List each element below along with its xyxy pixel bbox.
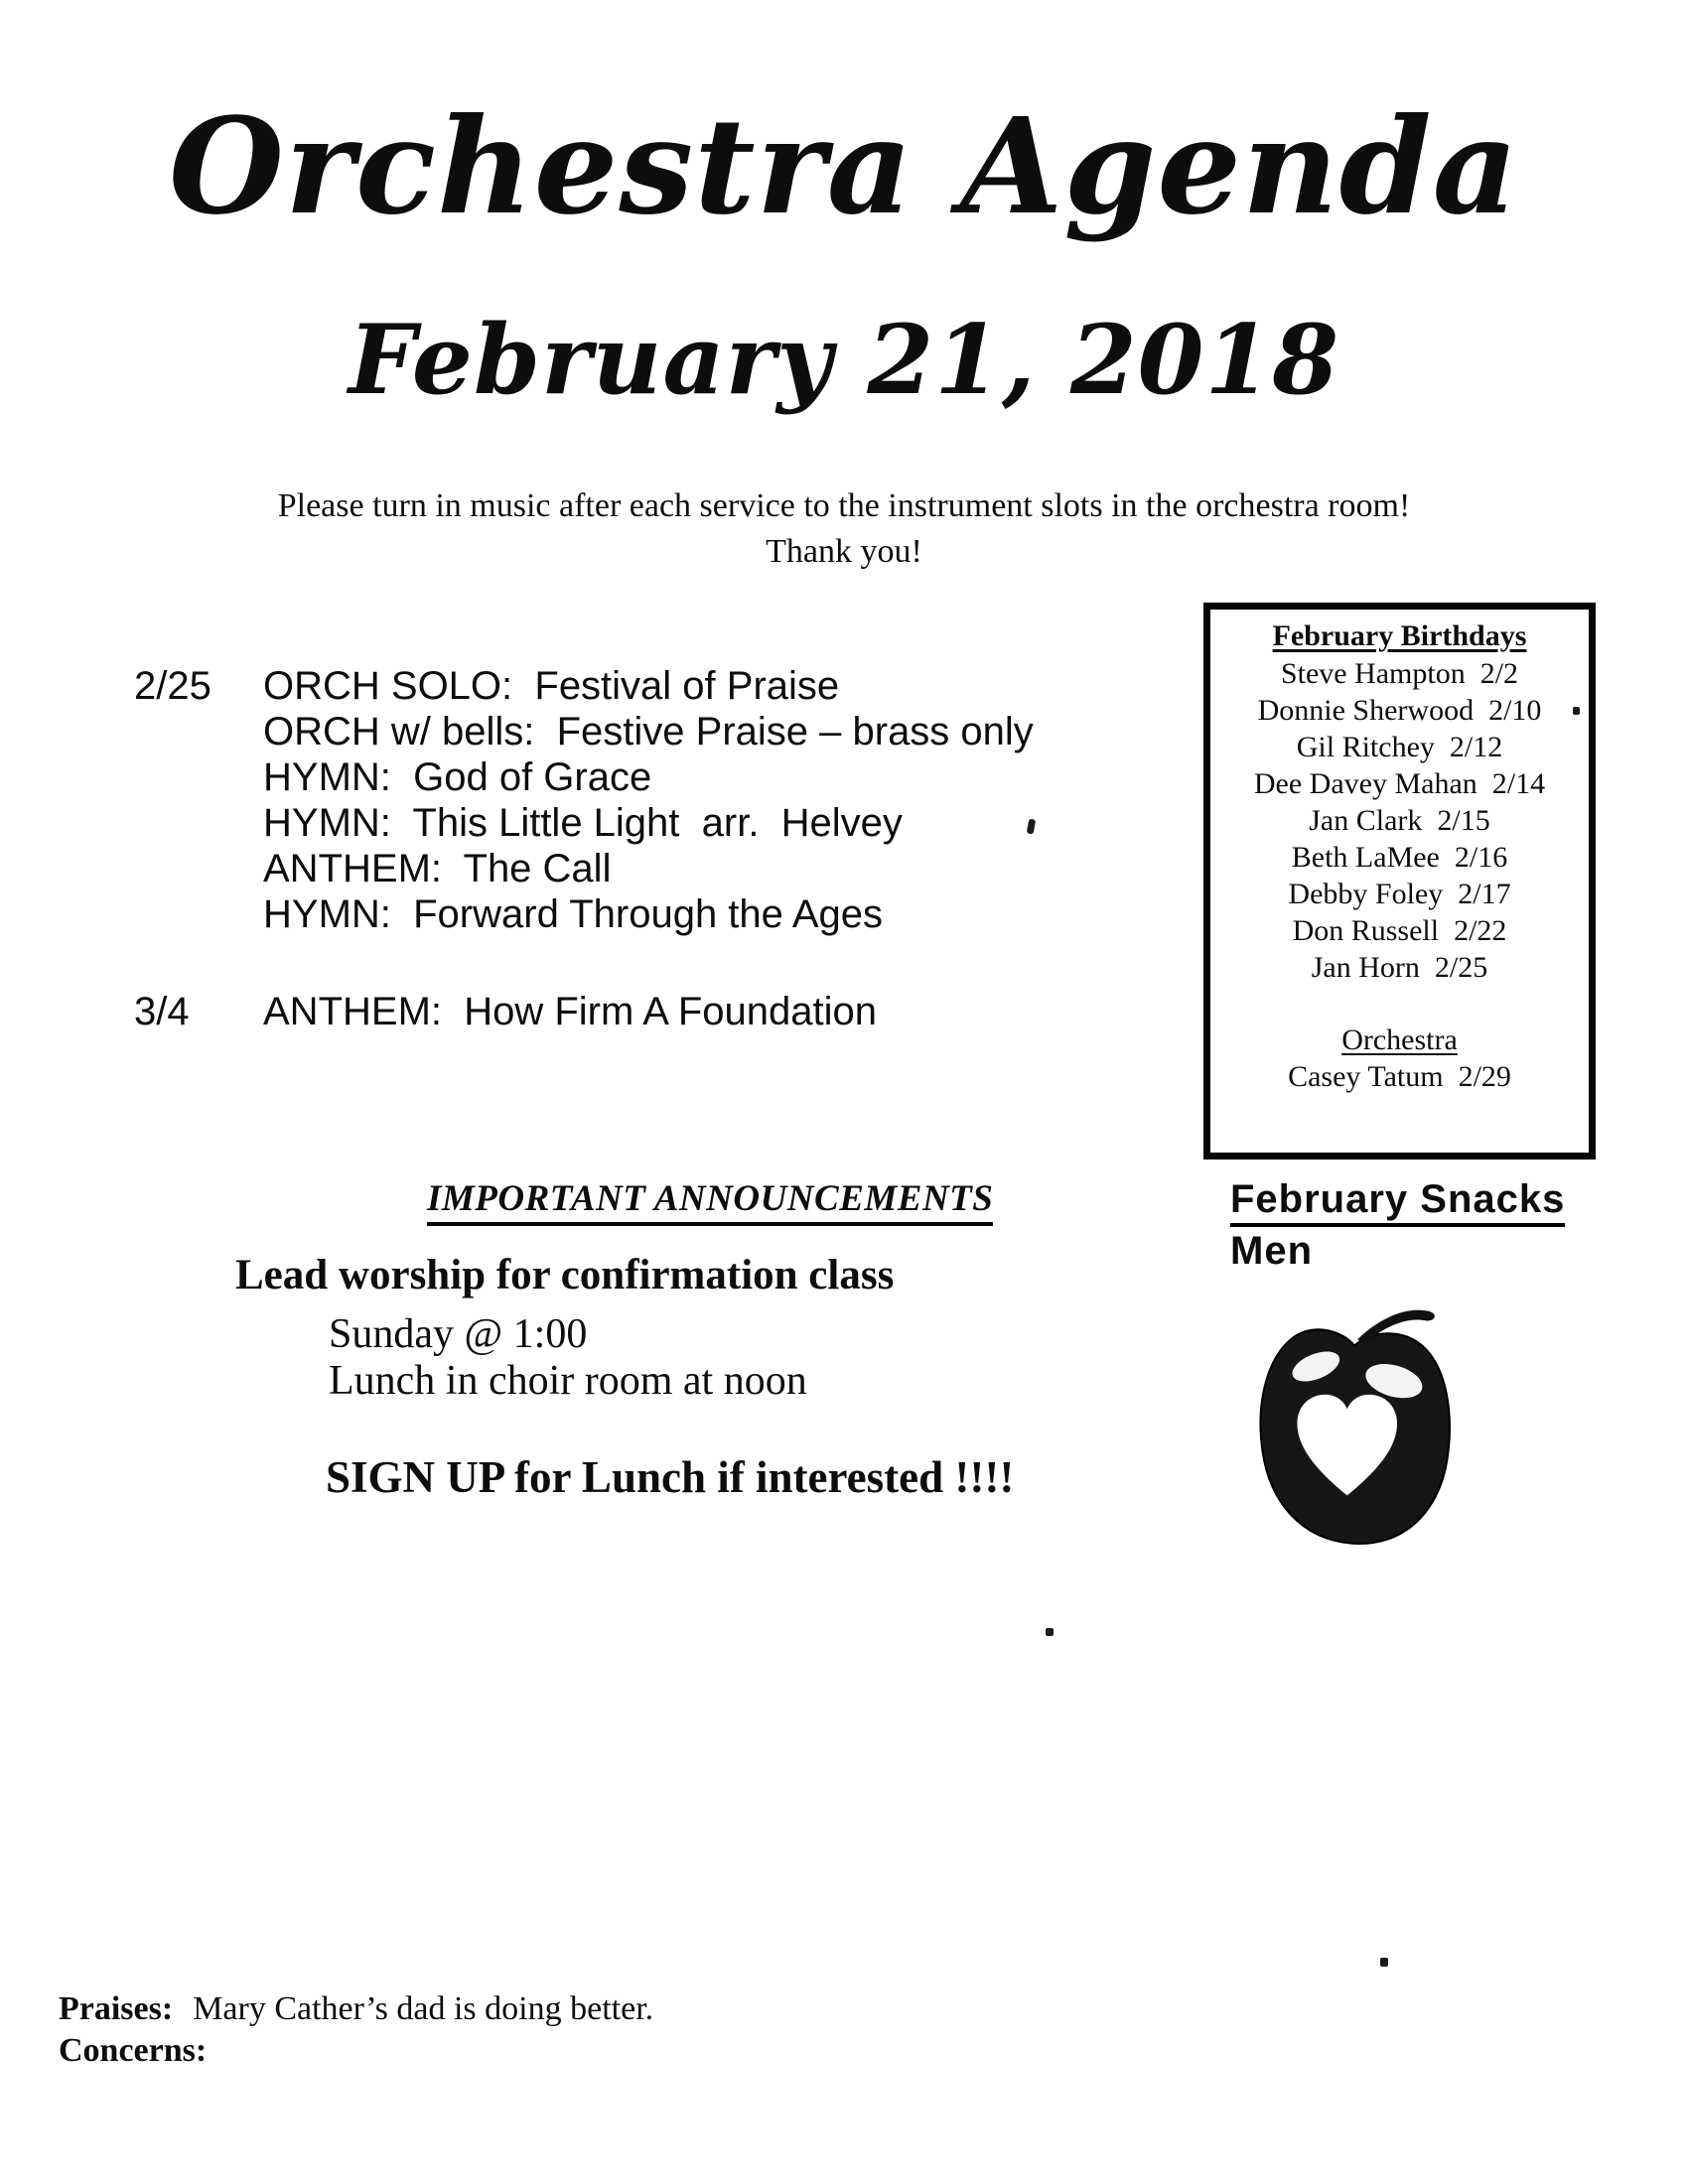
signup-note: SIGN UP for Lunch if interested !!!! <box>326 1452 1015 1502</box>
birthdays-subtitle: Orchestra <box>1341 1024 1458 1056</box>
scan-speck <box>1046 1628 1054 1636</box>
announcements-heading-text: IMPORTANT ANNOUNCEMENTS <box>427 1178 993 1226</box>
page-date: February 21, 2018 <box>348 304 1340 416</box>
birthdays-title: February Birthdays <box>1272 619 1527 652</box>
agenda-date: 2/25 <box>134 664 211 708</box>
birthday-entry: Dee Davey Mahan 2/14 <box>1253 767 1546 800</box>
notice-line-2: Thank you! <box>766 533 922 570</box>
scan-speck <box>1027 819 1036 835</box>
snacks-title <box>1230 1177 1565 1222</box>
birthday-entry: Jan Clark 2/15 <box>1309 804 1490 837</box>
page-title: Orchestra Agenda <box>169 89 1519 244</box>
agenda-item: ANTHEM: How Firm A Foundation <box>263 990 877 1033</box>
praises-line <box>59 1990 653 2028</box>
notice-line-1: Please turn in music after each service to the instrument slots in the orchestra room! <box>277 487 1411 524</box>
birthday-entry: Gil Ritchey 2/12 <box>1296 731 1503 763</box>
agenda-item-list <box>263 989 877 1034</box>
agenda-item-list <box>263 663 1034 937</box>
announcement-title: Lead worship for confirmation class <box>235 1252 895 1298</box>
agenda-item: ANTHEM: The Call <box>263 847 612 890</box>
birthday-entry: Jan Horn 2/25 <box>1311 951 1488 984</box>
snacks-subtitle: Men <box>1230 1229 1313 1273</box>
agenda-item: ORCH w/ bells: Festive Praise – brass only <box>263 710 1034 753</box>
birthday-entry: Donnie Sherwood 2/10 <box>1257 694 1542 727</box>
birthday-entry: Casey Tatum 2/29 <box>1288 1060 1511 1093</box>
birthday-entry: Steve Hampton 2/2 <box>1280 657 1519 690</box>
scan-speck <box>1573 707 1580 715</box>
announcements-heading <box>427 1177 993 1220</box>
concerns-label: Concerns: <box>59 2032 208 2069</box>
scan-speck <box>1380 1958 1388 1967</box>
agenda-item: HYMN: God of Grace <box>263 755 652 799</box>
snacks-title-text: February Snacks <box>1230 1177 1565 1227</box>
apple-heart-icon <box>1249 1292 1458 1552</box>
praises-text: Mary Cather’s dad is doing better. <box>193 1990 654 2027</box>
announcement-detail: Lunch in choir room at noon <box>329 1358 807 1404</box>
birthday-entry: Beth LaMee 2/16 <box>1291 841 1508 874</box>
birthday-entry: Don Russell 2/22 <box>1292 914 1507 947</box>
birthdays-spacer <box>1210 986 1589 1022</box>
praises-label: Praises: <box>59 1990 174 2027</box>
agenda-date: 3/4 <box>134 990 190 1033</box>
birthday-entry: Debby Foley 2/17 <box>1288 878 1511 910</box>
birthdays-box <box>1203 603 1596 1160</box>
announcement-detail: Sunday @ 1:00 <box>329 1311 588 1357</box>
agenda-item: HYMN: This Little Light arr. Helvey <box>263 801 903 845</box>
agenda-item: ORCH SOLO: Festival of Praise <box>263 664 840 708</box>
agenda-item: HYMN: Forward Through the Ages <box>263 892 883 936</box>
